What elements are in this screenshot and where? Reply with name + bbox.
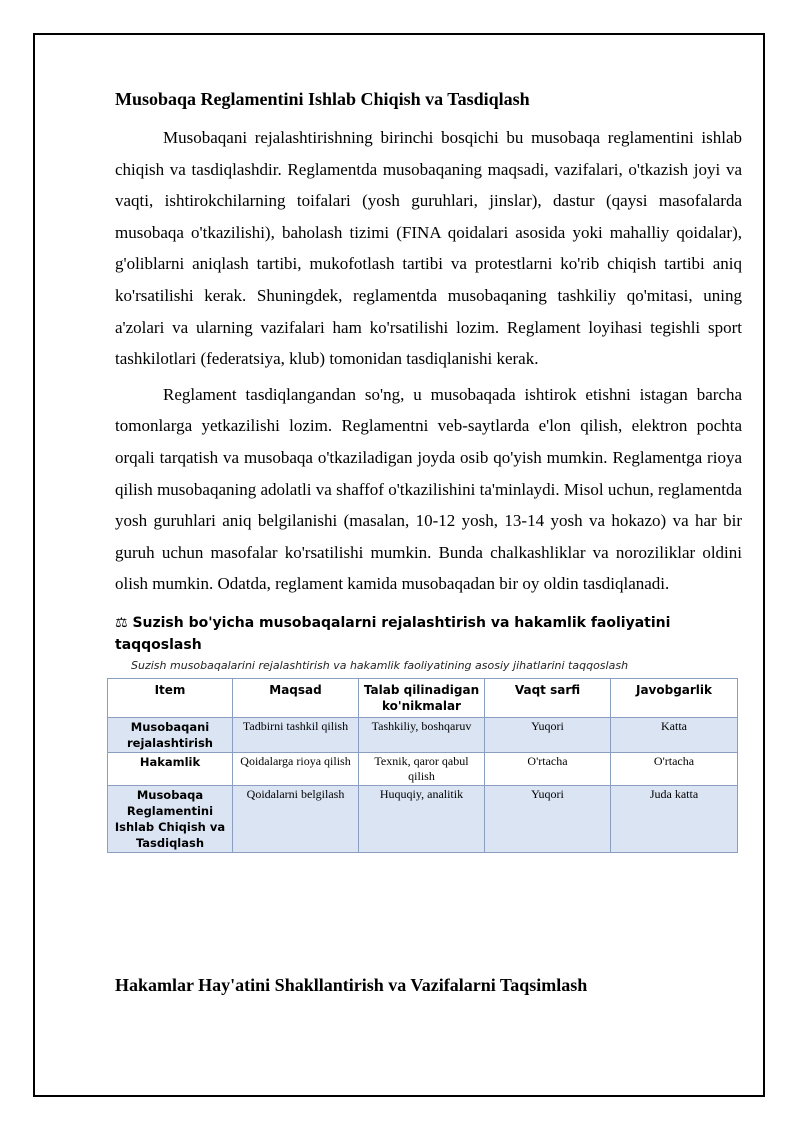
table-cell: Musobaqani rejalashtirish xyxy=(108,717,233,752)
column-header: Talab qilinadigan ko'nikmalar xyxy=(359,678,485,717)
body-paragraph: Reglament tasdiqlangandan so'ng, u musobaqada ishtirok etishni istagan barcha tomonlarga yetkazilishi lozim. Reglamentni veb-saytlarda e'lon qilish, elektron pochta orqali tarqatish va musobaqa o'tkaziladigan joyda osib qo'yish mumkin. Reglamentga rioya qilish musobaqaning adolatli va shaffof o'tkazilishini ta'minlaydi. Misol uchun, reglamentda yosh guruhlari aniq belgilanishi (masalan, 10-12 yosh, 13-14 yosh va hokazo) va har bir guruh uchun masofalar ko'rsatilishi mumkin. Bunda chalkashliklar va noroziliklar oldini olish mumkin. Odatda, reglament kamida musobaqadan bir oy oldin tasdiqlanadi. xyxy=(115,384,742,594)
column-header: Item xyxy=(108,678,233,717)
table-cell: Tashkiliy, boshqaruv xyxy=(359,717,485,752)
table-cell: Qoidalarni belgilash xyxy=(233,785,359,852)
table-caption-text: Suzish bo'yicha musobaqalarni rejalashtirish va hakamlik faoliyatini taqqoslash xyxy=(115,614,671,653)
comparison-table xyxy=(107,678,738,853)
scales-icon: ⚖ xyxy=(115,614,128,631)
table-cell: Huquqiy, analitik xyxy=(359,785,485,852)
table-cell: Hakamlik xyxy=(108,752,233,785)
table-row xyxy=(108,717,738,752)
table-cell: Yuqori xyxy=(485,717,611,752)
table-cell: O'rtacha xyxy=(611,752,738,785)
section-heading: Hakamlar Hay'atini Shakllantirish va Vazifalarni Taqsimlash xyxy=(115,975,588,995)
table-cell: Katta xyxy=(611,717,738,752)
table-cell: Juda katta xyxy=(611,785,738,852)
column-header: Maqsad xyxy=(233,678,359,717)
section-heading: Musobaqa Reglamentini Ishlab Chiqish va Tasdiqlash xyxy=(115,89,530,109)
table-subcaption: Suzish musobaqalarini rejalashtirish va hakamlik faoliyatining asosiy jihatlarini taqqoslash xyxy=(131,658,629,672)
column-header: Vaqt sarfi xyxy=(485,678,611,717)
table-cell: Tadbirni tashkil qilish xyxy=(233,717,359,752)
table-row xyxy=(108,752,738,785)
table-header-row xyxy=(108,678,738,717)
table-cell: O'rtacha xyxy=(485,752,611,785)
table-cell: Qoidalarga rioya qilish xyxy=(233,752,359,785)
column-header: Javobgarlik xyxy=(611,678,738,717)
table-cell: Texnik, qaror qabul qilish xyxy=(359,752,485,785)
page-content xyxy=(115,86,742,853)
body-paragraph: Musobaqani rejalashtirishning birinchi bosqichi bu musobaqa reglamentini ishlab chiqish va tasdiqlashdir. Reglamentda musobaqaning maqsadi, vazifalari, o'tkazish joyi va vaqti, ishtirokchilarning toifalari (yosh guruhlari, jinslar), dastur (qaysi masofalarda musobaqa o'tkazilishi), baholash tizimi (FINA qoidalari asosida yoki mahalliy qoidalar), g'oliblarni aniqlash tartibi, mukofotlash tartibi va protestlarni ko'rib chiqish tartibi aniq ko'rsatilishi kerak. Shuningdek, reglamentda musobaqaning tashkiliy qo'mitasi, uning a'zolari va ularning vazifalari ham ko'rsatilishi lozim. Reglament loyihasi tegishli sport tashkilotlari (federatsiya, klub) tomonidan tasdiqlanishi kerak. xyxy=(115,128,742,369)
table-cell: Yuqori xyxy=(485,785,611,852)
table-cell: Musobaqa Reglamentini Ishlab Chiqish va Tasdiqlash xyxy=(108,785,233,852)
table-caption xyxy=(115,612,742,656)
table-row xyxy=(108,785,738,852)
